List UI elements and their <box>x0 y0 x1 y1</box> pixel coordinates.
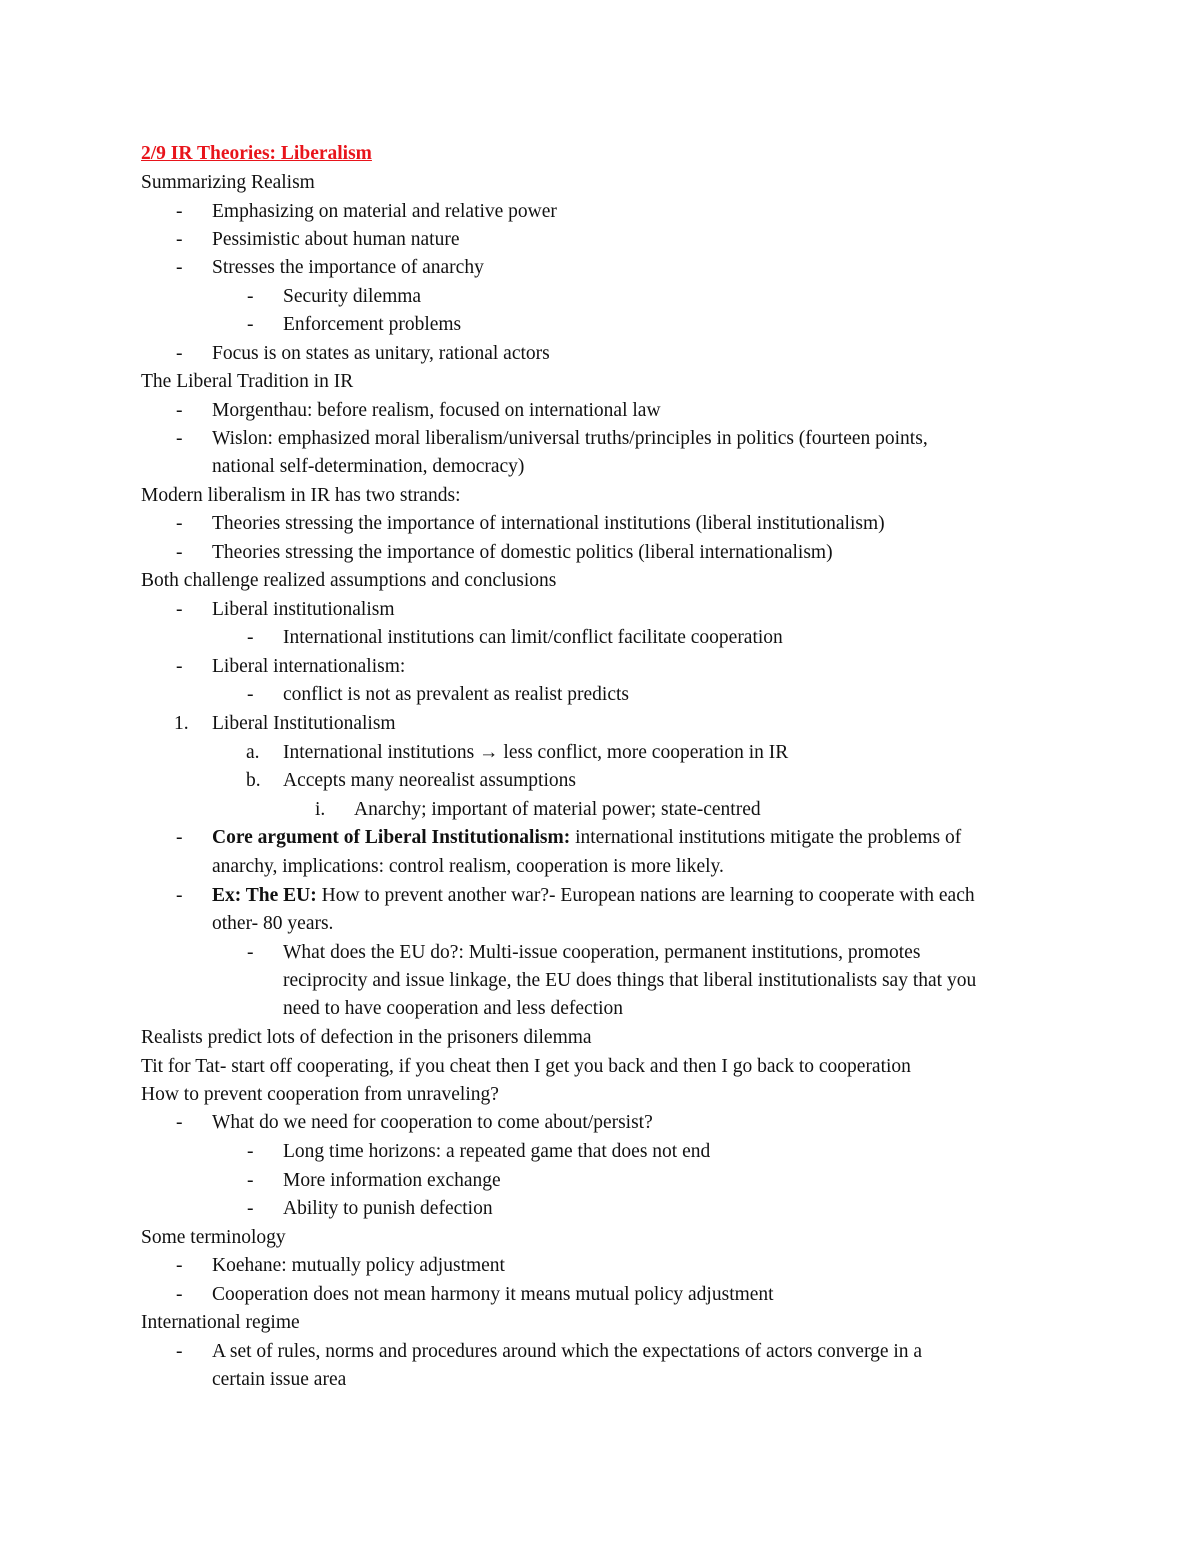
section-heading: International regime <box>141 1312 300 1333</box>
bullet-dash: - <box>176 656 183 677</box>
bullet-text: Cooperation does not mean harmony it means mutual policy adjustment <box>212 1284 774 1305</box>
core-argument-text: international institutions mitigate the problems of <box>570 827 962 848</box>
numbered-item-text: Liberal Institutionalism <box>212 713 396 734</box>
bullet-text: Liberal institutionalism <box>212 599 395 620</box>
sub-bullet-text: International institutions can limit/conflict facilitate cooperation <box>283 627 783 648</box>
lettered-item-text: International institutions → less conflict, more cooperation in IR <box>283 742 789 763</box>
sub-bullet-dash: - <box>247 1170 254 1191</box>
bullet-text: Theories stressing the importance of domestic politics (liberal internationalism) <box>212 542 833 563</box>
bullet-text-continued: other- 80 years. <box>212 913 334 934</box>
sub-bullet-text: Ability to punish defection <box>283 1198 493 1219</box>
section-heading: The Liberal Tradition in IR <box>141 371 354 392</box>
bullet-dash: - <box>176 542 183 563</box>
sub-bullet-text: What does the EU do?: Multi-issue cooperation, permanent institutions, promotes <box>283 942 921 963</box>
core-argument-line <box>212 824 961 852</box>
bullet-dash: - <box>176 1255 183 1276</box>
bullet-dash: - <box>176 1112 183 1133</box>
roman-item-text: Anarchy; important of material power; state-centred <box>354 799 761 820</box>
sub-bullet-dash: - <box>247 1141 254 1162</box>
page-title: 2/9 IR Theories: Liberalism <box>141 143 372 164</box>
list-number: 1. <box>174 713 189 734</box>
bullet-text-continued: anarchy, implications: control realism, cooperation is more likely. <box>212 856 724 877</box>
bullet-dash: - <box>176 513 183 534</box>
sub-bullet-dash: - <box>247 684 254 705</box>
sub-bullet-text: conflict is not as prevalent as realist predicts <box>283 684 630 705</box>
section-heading: Some terminology <box>141 1227 286 1248</box>
section-heading: Summarizing Realism <box>141 172 315 193</box>
bullet-dash: - <box>176 229 183 250</box>
bullet-dash: - <box>176 343 183 364</box>
sub-bullet-dash: - <box>247 314 254 335</box>
bullet-text-continued: national self-determination, democracy) <box>212 456 525 477</box>
bullet-text: Focus is on states as unitary, rational actors <box>212 343 550 364</box>
paragraph-line: Realists predict lots of defection in the prisoners dilemma <box>141 1027 592 1048</box>
bullet-dash: - <box>176 1341 183 1362</box>
bullet-text: Morgenthau: before realism, focused on international law <box>212 400 661 421</box>
paragraph-line: Tit for Tat- start off cooperating, if you cheat then I get you back and then I go back to cooperation <box>141 1056 911 1077</box>
example-line <box>212 882 975 910</box>
bullet-text: Liberal internationalism: <box>212 656 406 677</box>
sub-bullet-dash: - <box>247 942 254 963</box>
paragraph-line: How to prevent cooperation from unraveling? <box>141 1084 499 1105</box>
sub-bullet-text: More information exchange <box>283 1170 501 1191</box>
sub-bullet-text-continued: reciprocity and issue linkage, the EU does things that liberal institutionalists say that you <box>283 970 977 991</box>
bullet-text: Stresses the importance of anarchy <box>212 257 484 278</box>
bullet-dash: - <box>176 1284 183 1305</box>
list-letter: a. <box>246 742 260 763</box>
bullet-text: A set of rules, norms and procedures around which the expectations of actors converge in a <box>212 1341 923 1362</box>
list-roman: i. <box>315 799 326 820</box>
sub-bullet-text-continued: need to have cooperation and less defection <box>283 998 624 1019</box>
sub-bullet-text: Long time horizons: a repeated game that does not end <box>283 1141 711 1162</box>
bullet-dash: - <box>176 827 183 848</box>
section-heading: Modern liberalism in IR has two strands: <box>141 485 461 506</box>
bullet-dash: - <box>176 201 183 222</box>
core-argument-label: Core argument of Liberal Institutionalism: <box>212 827 571 848</box>
sub-bullet-dash: - <box>247 1198 254 1219</box>
bullet-text-continued: certain issue area <box>212 1369 347 1390</box>
example-label: Ex: The EU: <box>212 885 317 906</box>
bullet-dash: - <box>176 400 183 421</box>
bullet-dash: - <box>176 599 183 620</box>
bullet-text: Wislon: emphasized moral liberalism/universal truths/principles in politics (fourteen points, <box>212 428 928 449</box>
bullet-dash: - <box>176 885 183 906</box>
lettered-item-text: Accepts many neorealist assumptions <box>283 770 576 791</box>
sub-bullet-dash: - <box>247 286 254 307</box>
sub-bullet-dash: - <box>247 627 254 648</box>
bullet-text: Pessimistic about human nature <box>212 229 460 250</box>
bullet-dash: - <box>176 428 183 449</box>
bullet-text: Emphasizing on material and relative power <box>212 201 557 222</box>
bullet-text: Koehane: mutually policy adjustment <box>212 1255 505 1276</box>
list-letter: b. <box>246 770 261 791</box>
bullet-dash: - <box>176 257 183 278</box>
section-heading: Both challenge realized assumptions and conclusions <box>141 570 557 591</box>
bullet-text: Theories stressing the importance of international institutions (liberal institutionalism) <box>212 513 885 534</box>
example-text: How to prevent another war?- European nations are learning to cooperate with each <box>316 885 975 906</box>
bullet-text: What do we need for cooperation to come about/persist? <box>212 1112 653 1133</box>
sub-bullet-text: Security dilemma <box>283 286 422 307</box>
sub-bullet-text: Enforcement problems <box>283 314 462 335</box>
